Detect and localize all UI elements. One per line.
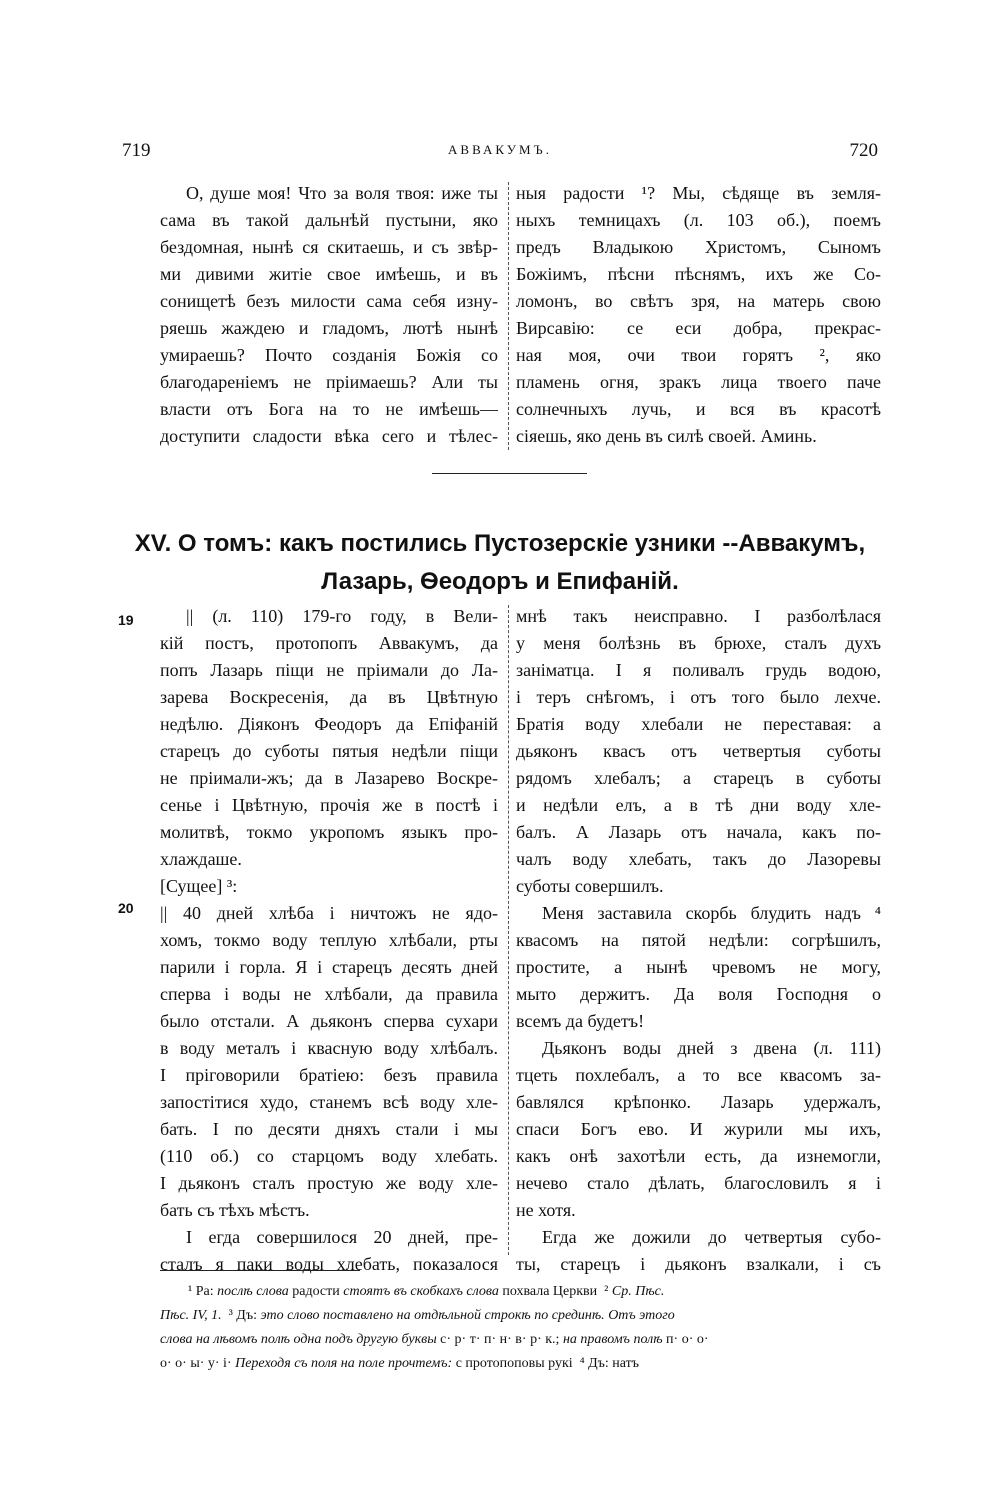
text-line: [Сущее] ³:: [160, 876, 238, 896]
text-line: Меня заставила скорбь блудить надъ ⁴: [542, 903, 881, 923]
footnote-line: о· о· ы· у· і· Переходя съ поля на поле прочтемъ: с протопоповы рукі ⁴ Дъ: натъ: [160, 1356, 639, 1371]
text-line: сама въ такой дальнѣй пустыни, яко: [160, 210, 498, 230]
text-line: пламень огня, зракъ лица твоего паче: [516, 372, 881, 392]
text-line: сіяешь, яко день въ силѣ своей. Аминь.: [516, 426, 817, 446]
text-line: Егда же дожили до четвертыя субо-: [542, 1227, 881, 1247]
text-line: спаси Богъ ево. И журили мы ихъ,: [516, 1119, 881, 1139]
text-line: балъ. А Лазарь отъ начала, какъ по-: [516, 822, 881, 842]
page-number-right: 720: [849, 140, 878, 161]
main-left-column: [160, 603, 498, 1278]
text-line: і теръ снѣгомъ, і отъ того было лехче.: [516, 687, 881, 707]
footnotes: [160, 1280, 880, 1376]
text-line: умираешь? Почто созданія Божія со: [160, 345, 498, 365]
text-line: не хотя.: [516, 1200, 576, 1220]
text-line: І дьяконъ сталъ простую же воду хле-: [160, 1173, 498, 1193]
column-divider: [508, 605, 509, 1255]
text-line: недѣлю. Діяконъ Феодоръ да Епіфаній: [160, 714, 498, 734]
text-line: кій постъ, протопопъ Аввакумъ, да: [160, 633, 498, 653]
text-line: Братія воду хлебали не переставая: а: [516, 714, 881, 734]
text-line: І пріговорили братіею: безъ правила: [160, 1065, 498, 1085]
text-line: І егда совершилося 20 дней, пре-: [186, 1227, 498, 1247]
text-line: парили і горла. Я і старецъ десять дней: [160, 957, 498, 977]
main-right-column: [516, 603, 881, 1278]
text-line: Вирсавію: се еси добра, прекрас-: [516, 318, 881, 338]
chapter-title: [0, 525, 1000, 601]
text-line: зарева Воскресенія, да въ Цвѣтную: [160, 687, 498, 707]
text-line: всемъ да будетъ!: [516, 1011, 645, 1031]
text-line: доступити сладости вѣка сего и тѣлес-: [160, 426, 498, 446]
text-line: нечево стало дѣлать, благословилъ я і: [516, 1173, 881, 1193]
chapter-title-line-2: Лазарь, Ѳеодоръ и Епифаній.: [321, 568, 679, 595]
text-line: бавлялся крѣпонко. Лазарь удержалъ,: [516, 1092, 881, 1112]
text-line: дьяконъ квасъ отъ четвертыя суботы: [516, 741, 881, 761]
footnote-line: ¹ Ра: послѣ слова радости стоятъ въ скобкахъ слова похвала Церкви ² Ср. Пѣс.: [188, 1284, 665, 1299]
text-line: молитвѣ, токмо укропомъ языкъ про-: [160, 822, 498, 842]
text-line: ты, старецъ і дьяконъ взалкали, і съ: [516, 1254, 881, 1274]
text-line: бать. І по десяти дняхъ стали і мы: [160, 1119, 498, 1139]
running-header: [0, 140, 1000, 170]
text-line: старецъ до суботы пятыя недѣли піщи: [160, 741, 498, 761]
text-line: сенье і Цвѣтную, прочія же в постѣ і: [160, 795, 498, 815]
top-left-column: [160, 180, 498, 450]
text-line: мнѣ такъ неисправно. І разболѣлася: [516, 606, 881, 626]
chapter-title-line-1: XV. О томъ: какъ постились Пустозерскіе узники --Аввакумъ,: [134, 530, 866, 557]
margin-number-20: 20: [118, 900, 134, 916]
text-line: ныя радости ¹? Мы, сѣдяще въ земля-: [516, 183, 881, 203]
text-line: ряешь жаждею и гладомъ, лютѣ нынѣ: [160, 318, 498, 338]
text-line: у меня болѣзнь въ брюхе, сталъ духъ: [516, 633, 881, 653]
text-line: предъ Владыкою Христомъ, Сыномъ: [516, 237, 881, 257]
footnote-line: слова на лѣвомъ полѣ одна подъ другую буквы с· р· т· п· н· в· р· к.; на правомъ полѣ п· о· о·: [160, 1332, 709, 1347]
text-line: Дьяконъ воды дней з двена (л. 111): [542, 1038, 881, 1058]
text-line: хомъ, токмо воду теплую хлѣбали, рты: [160, 930, 498, 950]
text-line: ломонъ, во свѣтъ зря, на матерь свою: [516, 291, 881, 311]
text-line: сперва і воды не хлѣбали, да правила: [160, 984, 498, 1004]
page-number-left: 719: [122, 140, 151, 161]
footnote-rule: [160, 1270, 360, 1271]
text-line: власти отъ Бога на то не имѣешь—: [160, 399, 498, 419]
text-line: было отстали. А дьяконъ сперва сухари: [160, 1011, 498, 1031]
text-line: простите, а нынѣ чревомъ не могу,: [516, 957, 881, 977]
text-line: мыто держитъ. Да воля Господня о: [516, 984, 881, 1004]
margin-number-19: 19: [118, 612, 134, 628]
text-line: бать съ тѣхъ мѣстъ.: [160, 1200, 310, 1220]
text-line: ми дивими житіе свое имѣешь, и въ: [160, 264, 498, 284]
text-line: и недѣли елъ, а в тѣ дни воду хле-: [516, 795, 881, 815]
text-line: суботы совершилъ.: [516, 876, 664, 896]
text-line: солнечныхъ лучь, и вся въ красотѣ: [516, 399, 881, 419]
text-line: сонищетѣ безъ милости сама себя изну-: [160, 291, 498, 311]
text-line: бездомная, нынѣ ся скитаешь, и съ звѣр-: [160, 237, 498, 257]
text-line: какъ онѣ захотѣли есть, да изнемогли,: [516, 1146, 881, 1166]
text-line: О, душе моя! Что за воля твоя: иже ты: [186, 183, 498, 203]
text-line: хлаждаше.: [160, 849, 242, 869]
text-line: в воду металъ і квасную воду хлѣбалъ.: [160, 1038, 498, 1058]
running-title: АВВАКУМЪ.: [448, 142, 552, 157]
text-line: запостітися худо, станемъ всѣ воду хле-: [160, 1092, 498, 1112]
text-line: Божіимъ, пѣсни пѣснямъ, ихъ же Со-: [516, 264, 881, 284]
text-line: рядомъ хлебалъ; а старецъ в суботы: [516, 768, 881, 788]
text-line: заніматца. І я поливалъ грудь водою,: [516, 660, 881, 680]
footnote-line: Пѣс. IV, 1. ³ Дъ: это слово поставлено на отдѣльной строкѣ по срединѣ. Отъ этого: [160, 1308, 675, 1323]
text-line: || (л. 110) 179-го году, в Вели-: [186, 606, 498, 626]
text-line: благодареніемъ не пріимаешь? Али ты: [160, 372, 498, 392]
text-line: || 40 дней хлѣба і ничтожъ не ядо-: [160, 903, 498, 923]
text-line: не пріимали-жъ; да в Лазарево Воскре-: [160, 768, 498, 788]
text-line: попъ Лазарь піщи не пріимали до Ла-: [160, 660, 498, 680]
text-line: тцеть похлебалъ, а то все квасомъ за-: [516, 1065, 881, 1085]
text-line: ная моя, очи твои горятъ ², яко: [516, 345, 881, 365]
section-separator: [432, 473, 587, 474]
text-line: сталъ я паки воды хлебать, показалося: [160, 1254, 498, 1274]
text-line: (110 об.) со старцомъ воду хлебать.: [160, 1146, 498, 1166]
top-right-column: [516, 180, 881, 450]
text-line: ныхъ темницахъ (л. 103 об.), поемъ: [516, 210, 881, 230]
text-line: чалъ воду хлебать, такъ до Лазоревы: [516, 849, 881, 869]
column-divider: [508, 182, 509, 450]
text-line: квасомъ на пятой недѣли: согрѣшилъ,: [516, 930, 881, 950]
